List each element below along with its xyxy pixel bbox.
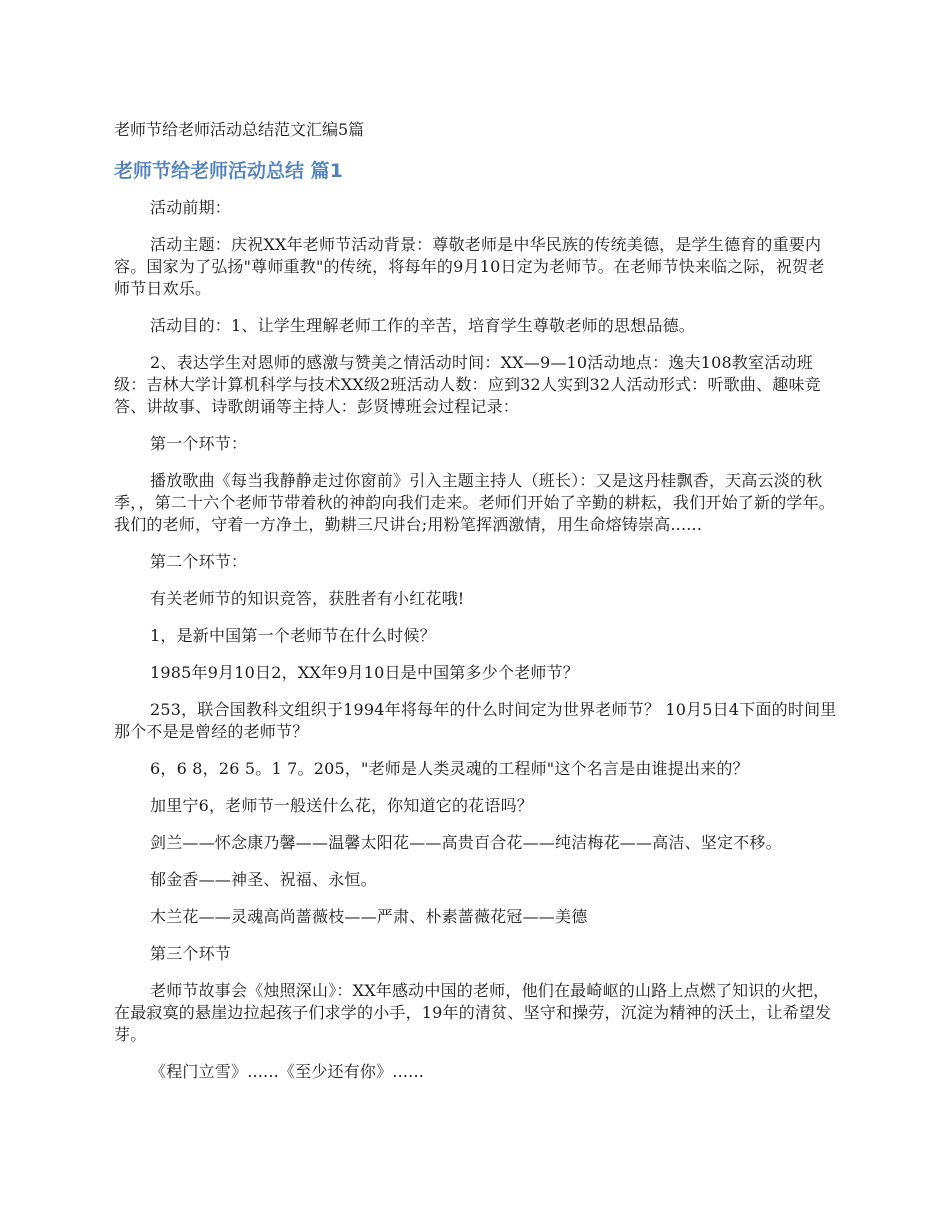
paragraph: 活动目的：1、让学生理解老师工作的辛苦，培育学生尊敬老师的思想品德。 (150, 316, 695, 335)
paragraph: 《程门立雪》......《至少还有你》...... (150, 1062, 425, 1081)
paragraph: 剑兰——怀念康乃馨——温馨太阳花——高贵百合花——纯洁梅花——高洁、坚定不移。 (150, 833, 782, 852)
paragraph: 2、表达学生对恩师的感激与赞美之情活动时间：XX—9—10活动地点：逸夫108教室活动班级：吉林大学计算机科学与技术XX级2班活动人数：应到32人实到32人活动形式：听歌曲、趣味竞答、讲故事、诗歌朗诵等主持人：彭贤博班会过程记录： (114, 353, 821, 416)
document-title: 老师节给老师活动总结范文汇编5篇 (114, 120, 365, 139)
paragraph: 加里宁6，老师节一般送什么花，你知道它的花语吗？ (150, 796, 533, 815)
paragraph: 1，是新中国第一个老师节在什么时候？ (150, 626, 436, 645)
paragraph: 木兰花——灵魂高尚蔷薇枝——严肃、朴素蔷薇花冠——美德 (150, 907, 588, 926)
paragraph: 老师节故事会《烛照深山》：XX年感动中国的老师，他们在最崎岖的山路上点燃了知识的火把，在最寂寞的悬崖边拉起孩子们求学的小手，19年的清贫、坚守和操劳，沉淀为精神的沃土，让希望发芽。 (114, 981, 832, 1044)
paragraph: 第二个环节： (150, 552, 248, 571)
paragraph: 253，联合国教科文组织于1994年将每年的什么时间定为世界老师节？ 10月5日4下面的时间里那个不是是曾经的老师节？ (114, 700, 837, 741)
document-page (114, 118, 838, 1098)
paragraph: 活动前期： (150, 198, 232, 217)
paragraph: 第三个环节 (150, 944, 232, 963)
paragraph: 第一个环节： (150, 434, 248, 453)
paragraph: 6，6 8，26 5。1 7。205，"老师是人类灵魂的工程师"这个名言是由谁提出来的？ (150, 759, 749, 778)
paragraph: 播放歌曲《每当我静静走过你窗前》引入主题主持人（班长）：又是这丹桂飘香，天高云淡的秋季，，第二十六个老师节带着秋的神韵向我们走来。老师们开始了辛勤的耕耘，我们开始了新的学年。我们的老师，守着一方净土，勤耕三尺讲台;用粉笔挥洒激情，用生命熔铸崇高...... (114, 471, 836, 534)
paragraph: 有关老师节的知识竞答，获胜者有小红花哦! (150, 589, 465, 608)
section-heading: 老师节给老师活动总结 篇1 (114, 160, 343, 182)
paragraph: 郁金香——神圣、祝福、永恒。 (150, 870, 377, 889)
paragraph: 1985年9月10日2，XX年9月10日是中国第多少个老师节？ (150, 663, 579, 682)
paragraph: 活动主题：庆祝XX年老师节活动背景：尊敬老师是中华民族的传统美德，是学生德育的重要内容。国家为了弘扬"尊师重教"的传统，将每年的9月10日定为老师节。在老师节快来临之际，祝贺老师节日欢乐。 (114, 235, 825, 298)
